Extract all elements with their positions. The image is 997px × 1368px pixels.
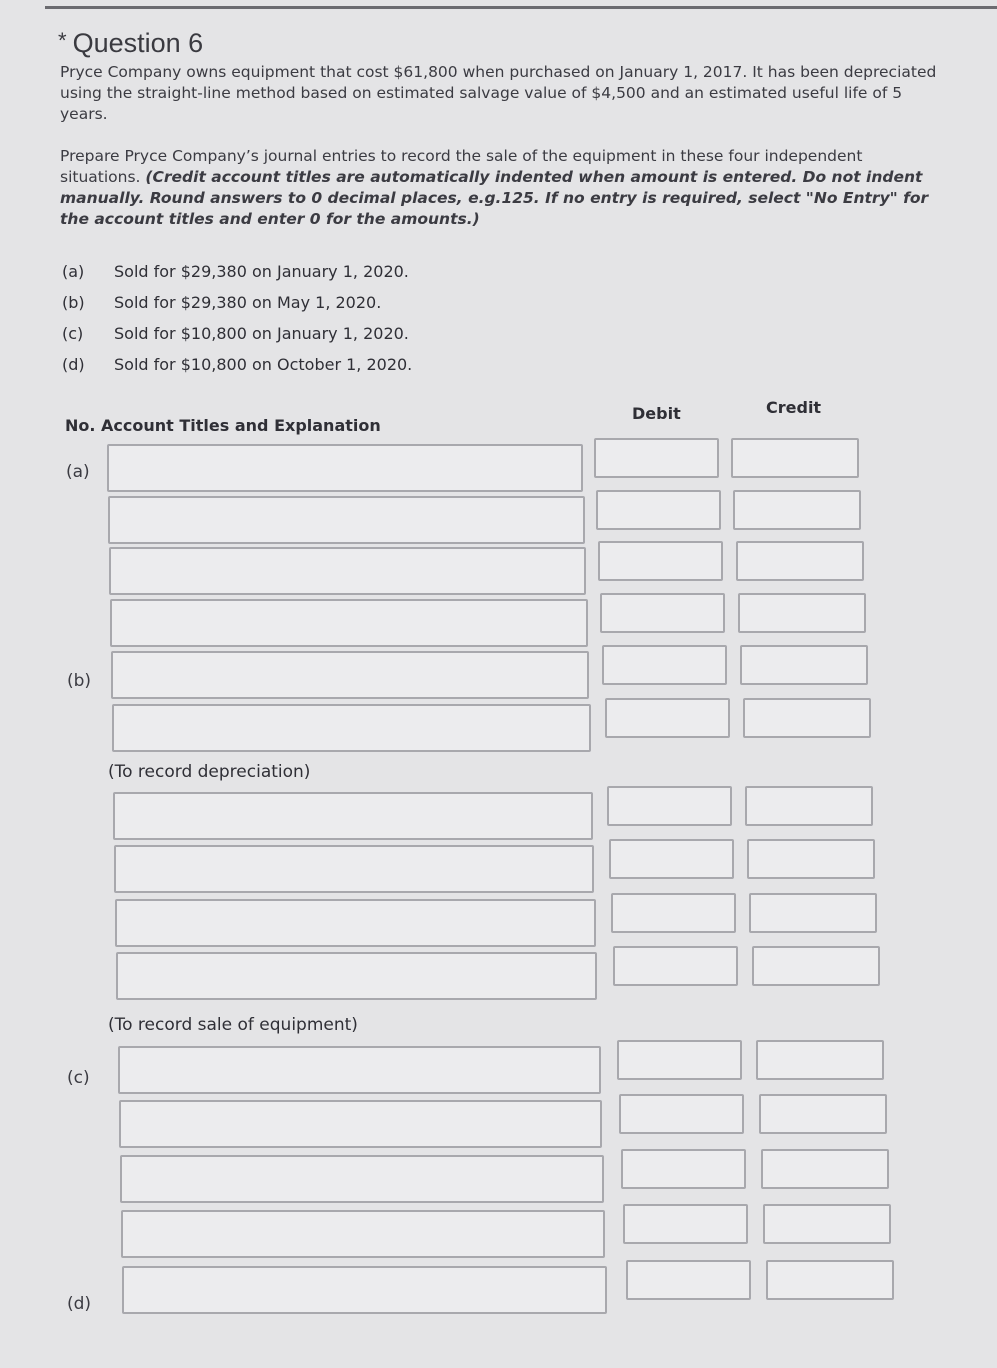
question-title-text: Question 6 [72, 28, 204, 58]
scenario-text: Sold for $29,380 on May 1, 2020. [114, 293, 382, 312]
debit-input[interactable] [621, 1149, 746, 1189]
account-title-input[interactable] [110, 599, 588, 647]
list-item [62, 262, 412, 293]
account-title-input[interactable] [114, 845, 594, 893]
account-title-input[interactable] [108, 496, 585, 544]
debit-input[interactable] [605, 698, 730, 738]
account-title-input[interactable] [116, 952, 597, 1000]
credit-input[interactable] [747, 839, 875, 879]
debit-input[interactable] [609, 839, 734, 879]
account-title-input[interactable] [111, 651, 589, 699]
debit-input[interactable] [613, 946, 738, 986]
question-instructions [60, 146, 945, 230]
debit-input[interactable] [623, 1204, 748, 1244]
account-column-header: No. Account Titles and Explanation [65, 416, 381, 435]
sale-note: (To record sale of equipment) [108, 1015, 358, 1035]
scenario-label: (b) [62, 293, 85, 312]
credit-input[interactable] [740, 645, 868, 685]
question-title [58, 28, 203, 59]
credit-input[interactable] [759, 1094, 887, 1134]
debit-input[interactable] [600, 593, 725, 633]
credit-input[interactable] [736, 541, 864, 581]
credit-input[interactable] [752, 946, 880, 986]
credit-input[interactable] [738, 593, 866, 633]
scenario-text: Sold for $10,800 on October 1, 2020. [114, 355, 413, 374]
credit-input[interactable] [756, 1040, 884, 1080]
debit-input[interactable] [594, 438, 719, 478]
debit-input[interactable] [598, 541, 723, 581]
credit-input[interactable] [745, 786, 873, 826]
entry-label-a: (a) [66, 462, 90, 482]
credit-input[interactable] [733, 490, 861, 530]
account-title-input[interactable] [109, 547, 586, 595]
account-title-input[interactable] [113, 792, 593, 840]
required-mark: * [58, 28, 67, 53]
scenario-label: (c) [62, 324, 84, 343]
account-title-input[interactable] [107, 444, 583, 492]
list-item [62, 324, 412, 355]
credit-input[interactable] [743, 698, 871, 738]
depreciation-note: (To record depreciation) [108, 762, 311, 782]
credit-column-header: Credit [766, 398, 822, 417]
debit-input[interactable] [607, 786, 732, 826]
credit-input[interactable] [763, 1204, 891, 1244]
credit-input[interactable] [761, 1149, 889, 1189]
account-title-input[interactable] [120, 1155, 604, 1203]
instruction-plain: Prepare Pryce Company’s journal entries to record the sale of the equipment in these four independent situations. [60, 147, 863, 186]
question-description: Pryce Company owns equipment that cost $61,800 when purchased on January 1, 2017. It has been depreciated using the straight-line method based on estimated salvage value of $4,500 and an estimated useful life of 5 years. [60, 63, 937, 123]
scenario-label: (d) [62, 355, 85, 374]
account-title-input[interactable] [118, 1046, 601, 1094]
account-title-input[interactable] [112, 704, 591, 752]
debit-input[interactable] [611, 893, 736, 933]
debit-input[interactable] [619, 1094, 744, 1134]
scenario-text: Sold for $29,380 on January 1, 2020. [114, 262, 409, 281]
debit-input[interactable] [617, 1040, 742, 1080]
scenario-list [62, 262, 412, 386]
account-title-input[interactable] [115, 899, 596, 947]
debit-column-header: Debit [632, 404, 681, 423]
list-item [62, 355, 412, 386]
entry-label-c: (c) [67, 1068, 90, 1088]
credit-input[interactable] [731, 438, 859, 478]
account-title-input[interactable] [122, 1266, 607, 1314]
debit-input[interactable] [602, 645, 727, 685]
scenario-label: (a) [62, 262, 85, 281]
instruction-emphasis: (Credit account titles are automatically indented when amount is entered. Do not indent manually. Round answers to 0 decimal places, e.g.125. If no entry is required, select "No Entry" for the account titles and enter 0 for the amounts.) [60, 168, 929, 228]
list-item [62, 293, 412, 324]
debit-input[interactable] [626, 1260, 751, 1300]
account-title-input[interactable] [119, 1100, 602, 1148]
credit-input[interactable] [766, 1260, 894, 1300]
entry-label-d: (d) [67, 1294, 92, 1314]
credit-input[interactable] [749, 893, 877, 933]
account-title-input[interactable] [121, 1210, 605, 1258]
debit-input[interactable] [596, 490, 721, 530]
top-divider [45, 6, 997, 9]
entry-label-b: (b) [67, 671, 92, 691]
scenario-text: Sold for $10,800 on January 1, 2020. [114, 324, 409, 343]
